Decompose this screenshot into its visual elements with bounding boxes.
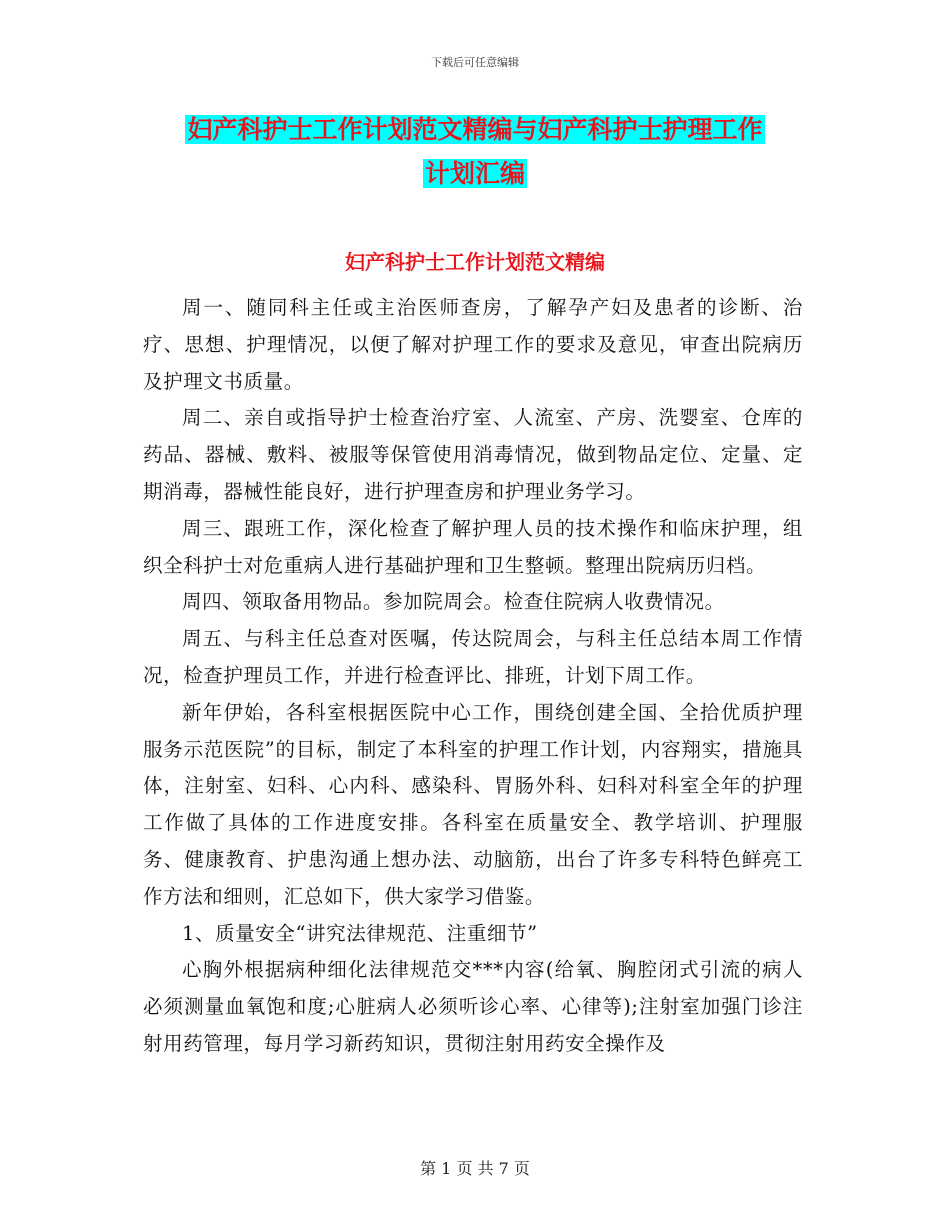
paragraph-1: 周一、随同科主任或主治医师查房，了解孕产妇及患者的诊断、治疗、思想、护理情况，以便了解对护理工作的要求及意见，审查出院病历及护理文书质量。 <box>143 296 803 393</box>
paragraph-7: 1、质量安全“讲究法律规范、注重细节” <box>182 921 538 945</box>
paragraph-5: 周五、与科主任总查对医嘱，传达院周会，与科主任总结本周工作情况，检查护理员工作，并进行检查评比、排班，计划下周工作。 <box>143 627 803 687</box>
paragraph-3: 周三、跟班工作，深化检查了解护理人员的技术操作和临床护理，组织全科护士对危重病人进行基础护理和卫生整顿。整理出院病历归档。 <box>143 516 803 577</box>
paragraph-6: 新年伊始，各科室根据医院中心工作，围绕创建全国、全拾优质护理服务示范医院”的目标，制定了本科室的护理工作计划，内容翔实，措施具体，注射室、妇科、心内科、感染科、胃肠外科、妇科对科室全年的护理工作做了具体的工作进度安排。各科室在质量安全、教学培训、护理服务、健康教育、护患沟通上想办法、动脑筋，出台了许多专科特色鲜亮工作方法和细则，汇总如下，供大家学习借鉴。 <box>143 700 803 908</box>
section-heading: 妇产科护士工作计划范文精编 <box>345 250 605 274</box>
body-text <box>143 290 803 1063</box>
paragraph-4: 周四、领取备用物品。参加院周会。检查住院病人收费情况。 <box>182 590 725 614</box>
header-note: 下载后可任意编辑 <box>431 56 519 69</box>
paragraph-8: 心胸外根据病种细化法律规范交***内容(给氧、胸腔闭式引流的病人必须测量血氧饱和度;心脏病人必须听诊心率、心律等);注射室加强门诊注射用药管理，每月学习新药知识，贯彻注射用药安全操作及 <box>143 958 803 1055</box>
page-footer: 第 1 页 共 7 页 <box>420 1159 530 1178</box>
title-line-1: 妇产科护士工作计划范文精编与妇产科护士护理工作 <box>187 115 763 144</box>
document-title <box>0 108 950 196</box>
paragraph-2: 周二、亲自或指导护士检查治疗室、人流室、产房、洗婴室、仓库的药品、器械、敷料、被服等保管使用消毒情况，做到物品定位、定量、定期消毒，器械性能良好，进行护理查房和护理业务学习。 <box>143 406 803 503</box>
title-line-2: 计划汇编 <box>424 159 525 188</box>
